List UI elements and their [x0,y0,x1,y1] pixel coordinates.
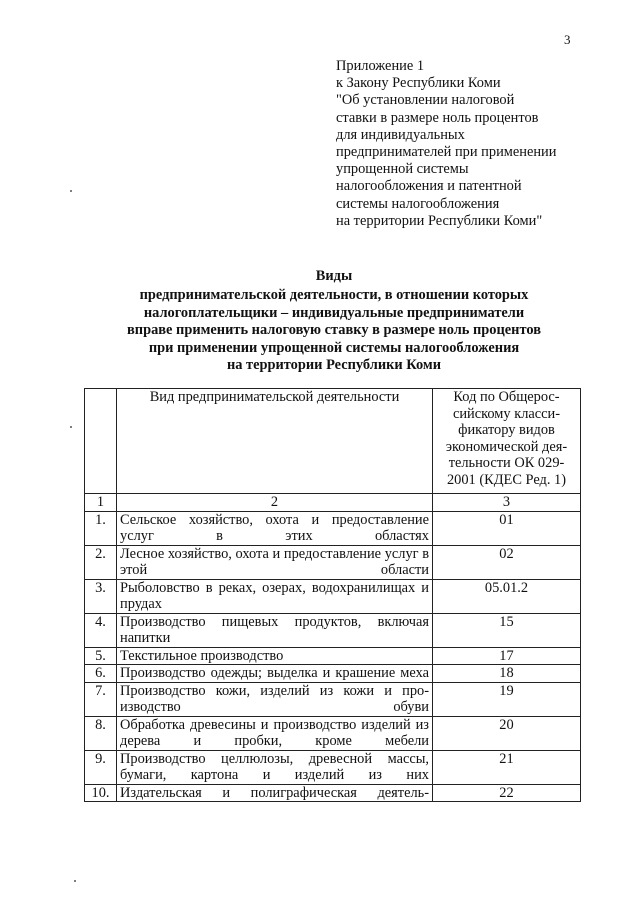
appendix-line: "Об установлении налоговой [336,92,515,109]
activity-code: 20 [433,716,581,750]
scan-speck [70,190,72,192]
column-number: 3 [433,494,581,512]
appendix-line: на территории Республики Коми" [336,212,543,229]
title-line: налогоплательщики – индивидуальные предприниматели [143,304,525,321]
header-code-line: 2001 (КДЕС Ред. 1) [446,471,567,488]
scan-speck [74,880,76,882]
row-number: 2. [85,545,117,579]
row-number: 9. [85,750,117,784]
table-row [85,647,581,665]
row-number: 5. [85,647,117,665]
appendix-line: ставки в размере ноль процентов [336,109,539,126]
activities-table [84,388,581,802]
table-header-row [85,389,581,494]
header-code-line: экономической дея- [445,438,568,455]
header-okved-code [433,389,581,494]
activity-code: 17 [433,647,581,665]
header-code-line: сийскому класси- [452,405,561,422]
table-row [85,665,581,683]
activity-code: 01 [433,511,581,545]
column-number-row [85,494,581,512]
page-number: 3 [564,32,571,47]
appendix-header [336,58,596,230]
appendix-line: для индивидуальных [336,126,465,143]
row-number: 8. [85,716,117,750]
activity-code: 02 [433,545,581,579]
row-number: 10. [85,784,117,802]
table-row [85,784,581,802]
scan-speck [70,426,72,428]
document-title [96,268,572,374]
header-code-line: фикатору видов [458,422,555,438]
title-word: Виды [315,268,353,284]
activity-name: Производство целлюлозы, древесной массы, бумаги, картона и изделий из них [117,750,433,784]
row-number: 7. [85,682,117,716]
row-number: 3. [85,579,117,613]
table-row [85,716,581,750]
activity-name: Обработка древесины и производство изделий из дерева и пробки, кроме мебели [117,716,433,750]
appendix-line: к Закону Республики Коми [336,75,501,92]
table-row [85,511,581,545]
activity-code: 19 [433,682,581,716]
activity-name: Издательская и полиграфическая деятель- [117,784,433,802]
title-line: предпринимательской деятельности, в отношении которых [139,287,529,304]
activity-name: Текстильное производство [117,647,433,665]
title-line: на территории Республики Коми [226,357,442,374]
header-code-line: Код по Общерос- [453,389,560,405]
activity-name: Рыболовство в реках, озерах, водохранилищах и прудах [117,579,433,613]
title-line: при применении упрощенной системы налогообложения [148,339,520,356]
column-number: 1 [85,494,117,512]
activity-code: 22 [433,784,581,802]
header-activity-name: Вид предпринимательской деятельности [117,389,433,494]
row-number: 4. [85,613,117,647]
column-number: 2 [117,494,433,512]
activity-name: Сельское хозяйство, охота и предоставление услуг в этих областях [117,511,433,545]
activity-name: Производство одежды; выделка и крашение меха [117,665,433,683]
appendix-line: системы налогообложения [336,195,500,212]
table-row [85,579,581,613]
appendix-line: упрощенной системы [336,161,469,178]
table-row [85,545,581,579]
table-row [85,613,581,647]
activity-code: 21 [433,750,581,784]
activity-name: Производство пищевых продуктов, включая напитки [117,613,433,647]
activity-code: 15 [433,613,581,647]
activity-name: Производство кожи, изделий из кожи и про-изводство обуви [117,682,433,716]
appendix-line: Приложение 1 [336,58,425,74]
header-code-line: тельности ОК 029- [448,455,565,471]
title-line: вправе применить налоговую ставку в размере ноль процентов [127,322,541,339]
table-row [85,750,581,784]
table-row [85,682,581,716]
activity-name: Лесное хозяйство, охота и предоставление услуг в этой области [117,545,433,579]
appendix-line: налогообложения и патентной [336,178,522,195]
row-number: 1. [85,511,117,545]
appendix-line: предпринимателей при применении [336,144,557,161]
activity-code: 05.01.2 [433,579,581,613]
activity-code: 18 [433,665,581,683]
header-number-cell [85,389,117,494]
row-number: 6. [85,665,117,683]
